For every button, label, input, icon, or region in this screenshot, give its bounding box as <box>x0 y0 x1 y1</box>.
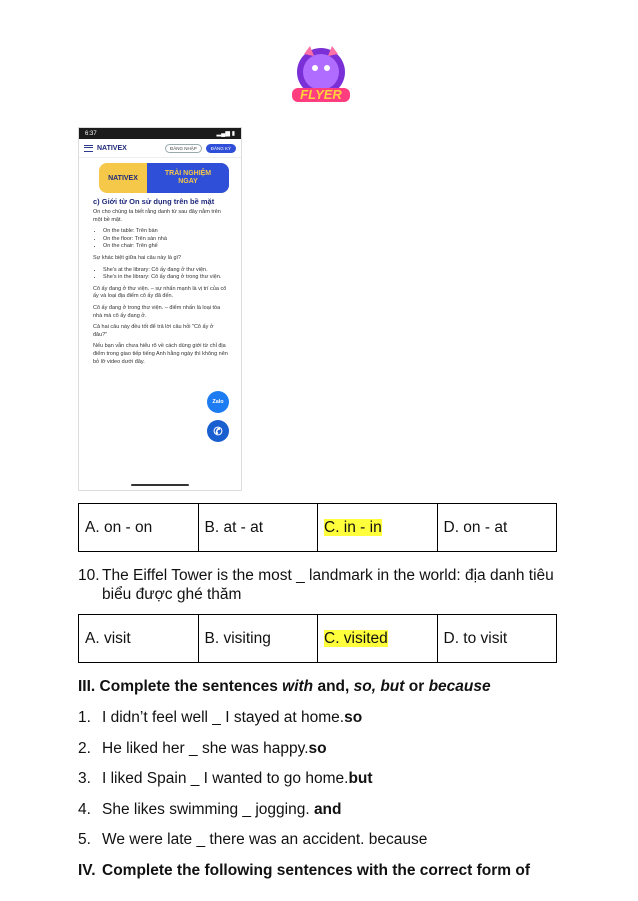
section-3-so-but: so, but <box>353 678 405 695</box>
zalo-label: Zalo <box>212 399 224 405</box>
options-table-2 <box>78 614 557 663</box>
item-2 <box>102 740 327 758</box>
question-10-number: 10. <box>78 567 100 584</box>
promo-banner[interactable] <box>99 163 229 193</box>
menu-icon[interactable] <box>84 145 93 152</box>
article-paragraph: Cô ấy đang ở thư viện. – sự nhấn mạnh là vị trí của cô ấy và loại địa điểm cô ấy đã đến. <box>93 285 227 300</box>
nativex-brand[interactable]: NATIVEX <box>97 144 127 152</box>
list-item: • She's in the library: Cô ấy đang ở trong thư viện. <box>103 274 229 282</box>
item-4-answer: and <box>313 801 342 818</box>
item-3-answer: but <box>348 770 373 787</box>
section-3-with: with <box>282 678 314 695</box>
article-paragraph: On cho chúng ta biết rằng danh từ sau đây nằm trên một bề mặt. <box>93 209 221 223</box>
banner-brand: NATIVEX <box>108 174 138 182</box>
article-paragraph: Sự khác biệt giữa hai câu này là gì? <box>93 254 182 261</box>
section-3-and: and, <box>313 678 354 695</box>
item-5 <box>102 831 427 849</box>
home-indicator <box>131 484 189 486</box>
option-c-text: C. in - in <box>324 518 382 536</box>
item-1 <box>102 709 362 727</box>
option-d-text: D. to visit <box>443 629 508 647</box>
question-10-line2: biểu được ghé thăm <box>102 586 242 603</box>
article-paragraph: Cả hai câu này đều tốt để trả lời câu hỏi "Cô ấy ở đâu?" <box>93 324 214 338</box>
option-b <box>198 504 318 552</box>
section-4-heading: Complete the following sentences with the correct form of <box>102 862 531 879</box>
article-list <box>93 228 229 251</box>
item-3-number: 3. <box>78 770 91 787</box>
banner-cta-line2: NGAY <box>178 178 198 185</box>
item-1-number: 1. <box>78 709 91 726</box>
item-4-number: 4. <box>78 801 91 818</box>
list-item: • On the floor: Trên sàn nhà <box>103 236 229 244</box>
option-b-text: B. at - at <box>204 518 264 536</box>
option-a <box>79 615 199 663</box>
item-2-answer: so <box>308 740 327 757</box>
item-4-text: She likes swimming _ jogging. <box>102 801 314 818</box>
item-1-answer: so <box>344 709 363 726</box>
option-a-text: A. on - on <box>85 518 153 536</box>
option-c-text: C. visited <box>324 629 388 647</box>
section-3-because: because <box>428 678 491 695</box>
option-d <box>437 504 557 552</box>
article-paragraph: Cô ấy đang ở trong thư viện. – điểm nhấn là loại tòa nhà mà cô ấy đang ở. <box>93 304 221 319</box>
signup-button[interactable]: ĐĂNG KÝ <box>206 144 236 153</box>
option-d-text: D. on - at <box>443 518 508 536</box>
banner-cta-line1: TRẢI NGHIỆM <box>164 170 212 177</box>
item-5-number: 5. <box>78 831 91 848</box>
phone-screenshot <box>78 127 242 491</box>
item-3-text: I liked Spain _ I wanted to go home. <box>102 770 349 787</box>
option-a-text: A. visit <box>85 629 131 647</box>
status-time: 6:37 <box>85 130 97 137</box>
phone-call-icon[interactable]: ✆ <box>207 420 229 442</box>
section-3-or: or <box>404 678 429 695</box>
item-2-number: 2. <box>78 740 91 757</box>
option-d <box>437 615 557 663</box>
list-item: • She's at the library: Cô ấy đang ở thư viện. <box>103 267 229 275</box>
item-2-text: He liked her _ she was happy. <box>102 740 309 757</box>
section-4-number: IV. <box>78 862 96 879</box>
option-b-text: B. visiting <box>204 629 271 647</box>
list-item: • On the chair: Trên ghế <box>103 243 229 251</box>
item-3 <box>102 770 373 788</box>
option-a <box>79 504 199 552</box>
status-bar <box>79 128 241 139</box>
options-table-1 <box>78 503 557 552</box>
phone-navbar <box>79 139 241 158</box>
question-10-line1: The Eiffel Tower is the most _ landmark in the world: địa danh tiêu <box>102 567 554 584</box>
section-3-heading <box>78 678 491 696</box>
list-item: • On the table: Trên bàn <box>103 228 229 236</box>
item-5-text: We were late _ there was an accident. because <box>102 831 428 848</box>
article-list <box>93 267 229 282</box>
option-c <box>318 615 438 663</box>
section-3-prefix: III. Complete the sentences <box>78 678 283 695</box>
banner-cta <box>147 163 229 193</box>
article-paragraph: Nếu bạn vẫn chưa hiểu rõ về cách dùng giới từ chỉ địa điểm trong giao tiếp tiếng Anh hằng ngày thì không nên bỏ lỡ video dưới đây. <box>93 343 228 365</box>
zalo-button[interactable] <box>207 391 229 413</box>
article-content <box>79 193 241 366</box>
item-1-text: I didn’t feel well _ I stayed at home. <box>102 709 345 726</box>
article-heading: c) Giới từ On sử dụng trên bề mặt <box>93 197 215 206</box>
flyer-logo <box>286 40 356 110</box>
option-b <box>198 615 318 663</box>
option-c <box>318 504 438 552</box>
login-button[interactable]: ĐĂNG NHẬP <box>165 144 202 153</box>
item-4 <box>102 801 342 819</box>
logo-text: FLYER <box>300 87 342 102</box>
status-icons: ▂▄▆ ▮ <box>216 131 235 137</box>
